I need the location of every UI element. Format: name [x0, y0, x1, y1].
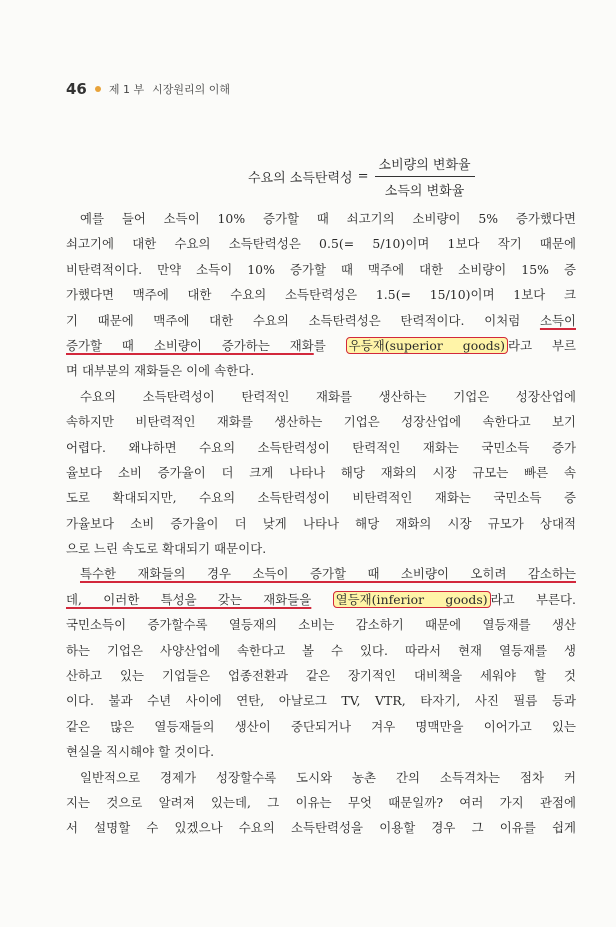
- formula-numerator: 소비량의 변화율: [375, 154, 475, 177]
- text-line: 속하지만 비탄력적인 재화를 생산하는 기업은 성장산업에 속한다고 보기: [66, 414, 576, 430]
- highlighted-phrase: 증가할 때 소비량이 증가하는 재화: [66, 337, 314, 353]
- text-segment: 를: [313, 337, 346, 353]
- text-line: 으로 느린 속도로 확대되기 때문이다.: [66, 541, 267, 557]
- income-elasticity-formula: [248, 154, 475, 199]
- highlighted-phrase: 특수한 재화들의 경우 소득이 증가할 때 소비량이 오히려 감소하는: [80, 566, 576, 582]
- formula-fraction: [375, 154, 475, 199]
- text-line: 수요의 소득탄력성이 탄력적인 재화를 생산하는 기업은 성장산업에: [80, 388, 576, 404]
- superior-goods-term: 우등재(superior goods): [346, 337, 508, 354]
- body-text: [66, 206, 576, 841]
- text-line: 서 설명할 수 있겠으나 수요의 소득탄력성을 이용할 경우 그 이유를 쉽게: [66, 820, 576, 836]
- formula-equals: =: [357, 169, 369, 184]
- text-line: 국민소득이 증가할수록 열등재의 소비는 감소하기 때문에 열등재를 생산: [66, 617, 576, 633]
- bullet-dot-icon: [95, 86, 101, 92]
- text-line: 산하고 있는 기업들은 업종전환과 같은 장기적인 대비책을 세워야 할 것: [66, 668, 576, 684]
- text-line: 하는 기업은 사양산업에 속한다고 볼 수 있다. 따라서 현재 열등재를 생: [66, 642, 576, 658]
- highlighted-phrase: 소득이: [539, 312, 576, 328]
- text-segment: [311, 592, 332, 607]
- text-line: 어렵다. 왜냐하면 수요의 소득탄력성이 탄력적인 재화는 국민소득 증가: [66, 439, 576, 455]
- text-line: 도로 확대되지만, 수요의 소득탄력성이 비탄력적인 재화는 국민소득 증: [66, 490, 576, 506]
- text-line: 현실을 직시해야 할 것이다.: [66, 744, 215, 760]
- text-line: [66, 308, 576, 333]
- text-line: [66, 333, 576, 358]
- inferior-goods-term: 열등재(inferior goods): [333, 591, 491, 608]
- text-line: 같은 많은 열등재들의 생산이 중단되거나 겨우 명맥만을 이어가고 있는: [66, 718, 576, 734]
- text-segment: 라고 부르: [508, 337, 576, 353]
- page-number: 46: [66, 80, 87, 98]
- part-label: 제 1 부: [108, 83, 145, 96]
- text-line: 이다. 불과 수년 사이에 연탄, 아날로그 TV, VTR, 타자기, 사진 필름 등과: [66, 693, 576, 709]
- text-line: 율보다 소비 증가율이 더 크게 나타나 해당 재화의 시장 규모는 빠른 속: [66, 464, 576, 480]
- text-line: [66, 561, 576, 586]
- text-line: 예를 들어 소득이 10% 증가할 때 쇠고기의 소비량이 5% 증가했다면: [80, 211, 576, 226]
- formula-lhs: 수요의 소득탄력성: [248, 171, 353, 186]
- page-header: [66, 80, 230, 98]
- text-line: 가했다면 맥주에 대한 수요의 소득탄력성은 1.5(= 15/10)이며 1보다 크: [66, 287, 576, 303]
- text-line: 며 대부분의 재화들은 이에 속한다.: [66, 363, 255, 379]
- text-line: 쇠고기에 대한 수요의 소득탄력성은 0.5(= 5/10)이며 1보다 작기 때문에: [66, 236, 576, 252]
- text-line: 일반적으로 경제가 성장할수록 도시와 농촌 간의 소득격차는 점차 커: [80, 769, 576, 785]
- text-line: 비탄력적이다. 만약 소득이 10% 증가할 때 맥주에 대한 소비량이 15% 증: [66, 261, 576, 277]
- text-line: [66, 587, 576, 612]
- chapter-title: 시장원리의 이해: [152, 83, 231, 96]
- highlighted-phrase: 데, 이러한 특성을 갖는 재화들을: [66, 591, 312, 607]
- text-segment: 라고 부른다.: [490, 591, 576, 607]
- text-segment: 기 때문에 맥주에 대한 수요의 소득탄력성은 탄력적이다. 이처럼: [66, 312, 540, 328]
- text-line: 지는 것으로 알려져 있는데, 그 이유는 무엇 때문일까? 여러 가지 관점에: [66, 794, 576, 810]
- formula-denominator: 소득의 변화율: [384, 184, 465, 199]
- text-line: 가율보다 소비 증가율이 더 낮게 나타나 해당 재화의 시장 규모가 상대적: [66, 515, 576, 531]
